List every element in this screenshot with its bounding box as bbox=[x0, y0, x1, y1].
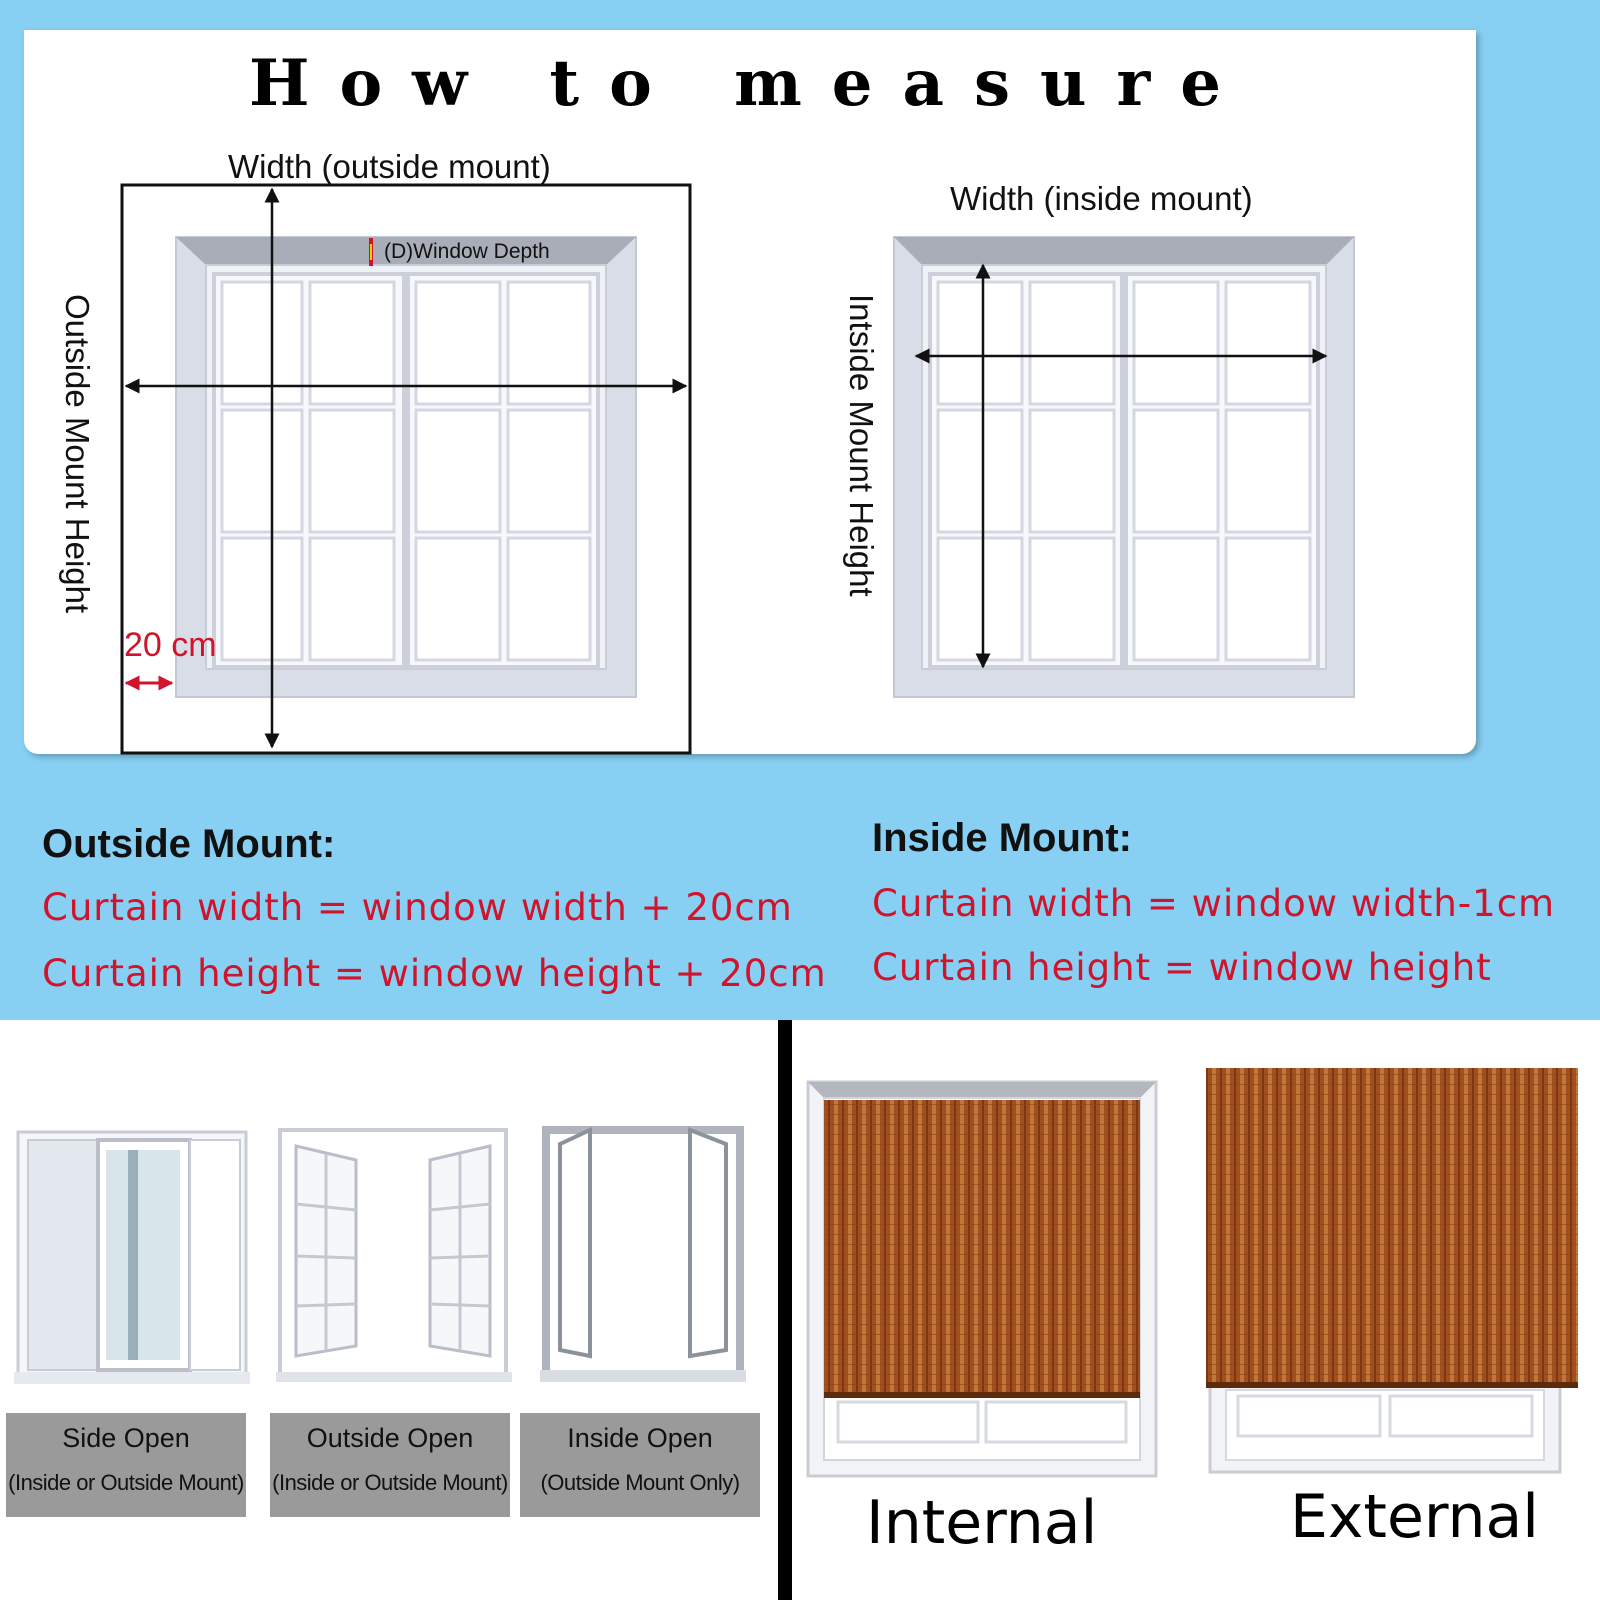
inside-open-window-illustration bbox=[540, 1130, 746, 1382]
external-blind bbox=[1206, 1068, 1578, 1386]
window-type-inside-open bbox=[520, 1413, 760, 1517]
section-divider bbox=[778, 1020, 792, 1600]
outside-mount-heading: Outside Mount: bbox=[42, 822, 336, 866]
window-depth-label: (D)Window Depth bbox=[384, 240, 550, 263]
outside-height-formula: Curtain height = window height + 20cm bbox=[42, 952, 827, 995]
external-caption: External bbox=[1290, 1482, 1539, 1552]
window-type-note: (Outside Mount Only) bbox=[540, 1470, 740, 1495]
page-title: How to measure bbox=[249, 46, 1251, 121]
inside-mount-window bbox=[894, 237, 1354, 697]
outside-open-window-illustration bbox=[276, 1130, 512, 1382]
window-type-name: Outside Open bbox=[306, 1423, 474, 1453]
inside-width-formula: Curtain width = window width-1cm bbox=[872, 882, 1556, 925]
internal-blind bbox=[824, 1100, 1140, 1392]
inside-height-label: Intside Mount Height bbox=[843, 294, 880, 597]
external-mount-example bbox=[1206, 1068, 1578, 1472]
outside-width-label: Width (outside mount) bbox=[228, 148, 551, 185]
internal-mount-example bbox=[808, 1082, 1156, 1476]
margin-label: 20 cm bbox=[124, 626, 217, 664]
mount-example-illustrations bbox=[792, 1020, 1600, 1480]
outside-width-formula: Curtain width = window width + 20cm bbox=[42, 886, 793, 929]
inside-height-formula: Curtain height = window height bbox=[872, 946, 1492, 989]
window-type-illustrations bbox=[0, 1020, 778, 1420]
internal-caption: Internal bbox=[866, 1488, 1098, 1558]
window-type-note: (Inside or Outside Mount) bbox=[272, 1470, 508, 1495]
inside-width-label: Width (inside mount) bbox=[950, 180, 1253, 217]
window-type-name: Side Open bbox=[62, 1423, 190, 1453]
outside-mount-window bbox=[122, 185, 690, 753]
window-type-name: Inside Open bbox=[567, 1423, 713, 1453]
window-type-side-open bbox=[6, 1413, 246, 1517]
side-open-window-illustration bbox=[14, 1132, 250, 1384]
outside-height-label: Outside Mount Height bbox=[59, 294, 96, 614]
inside-mount-heading: Inside Mount: bbox=[872, 816, 1132, 860]
window-type-outside-open bbox=[270, 1413, 510, 1517]
window-type-note: (Inside or Outside Mount) bbox=[8, 1470, 244, 1495]
